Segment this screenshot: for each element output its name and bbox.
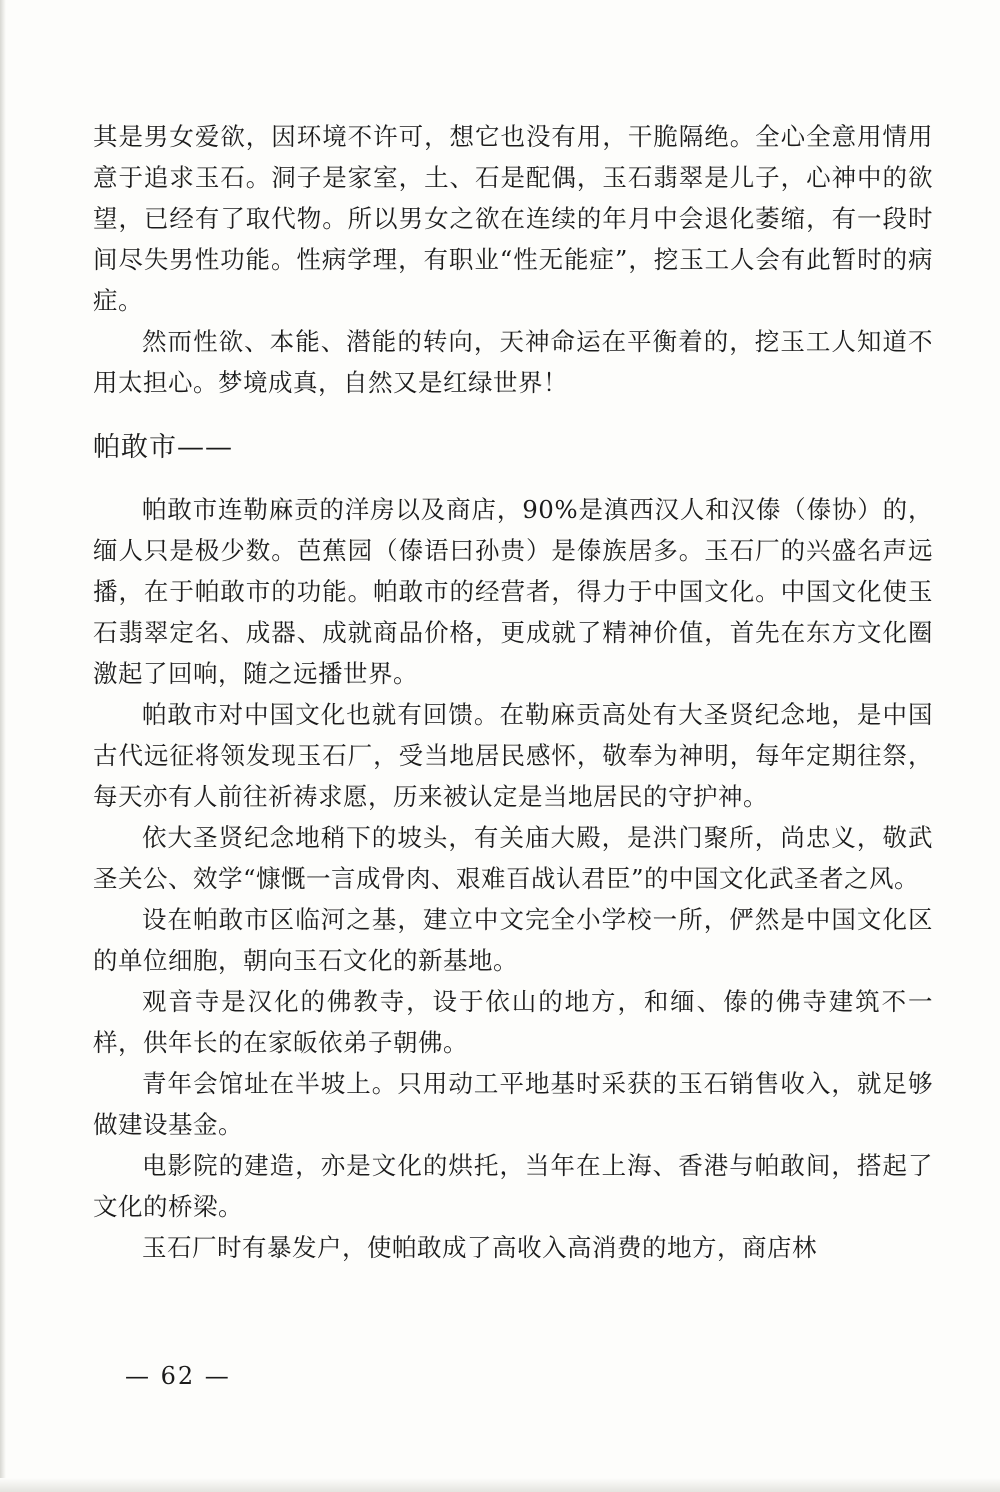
paragraph: 观音寺是汉化的佛教寺，设于依山的地方，和缅、傣的佛寺建筑不一样，供年长的在家皈依弟子朝佛。 — [93, 987, 933, 1057]
paragraph: 然而性欲、本能、潜能的转向，天神命运在平衡着的，挖玉工人知道不用太担心。梦境成真，自然又是红绿世界！ — [93, 327, 933, 397]
paragraph: 青年会馆址在半坡上。只用动工平地基时采获的玉石销售收入，就足够做建设基金。 — [93, 1069, 933, 1139]
page-number: — 62 — — [125, 1362, 231, 1390]
paragraph: 玉石厂时有暴发户，使帕敢成了高收入高消费的地方，商店林 — [142, 1233, 817, 1262]
paragraph: 帕敢市连勒麻贡的洋房以及商店，90%是滇西汉人和汉傣（傣协）的，缅人只是极少数。芭蕉园（傣语曰孙贵）是傣族居多。玉石厂的兴盛名声远播，在于帕敢市的功能。帕敢市的经营者，得力于中国文化。中国文化使玉石翡翠定名、成器、成就商品价格，更成就了精神价值，首先在东方文化圈激起了回响，随之远播世界。 — [93, 495, 933, 688]
paragraph: 其是男女爱欲，因环境不许可，想它也没有用，干脆隔绝。全心全意用情用意于追求玉石。洞子是家室，土、石是配偶，玉石翡翠是儿子，心神中的欲望，已经有了取代物。所以男女之欲在连续的年月中会退化萎缩，有一段时间尽失男性功能。性病学理，有职业“性无能症”，挖玉工人会有此暂时的病症。 — [93, 122, 933, 315]
top-text-block — [93, 116, 933, 403]
section-text-block — [93, 489, 933, 1268]
paragraph: 电影院的建造，亦是文化的烘托，当年在上海、香港与帕敢间，搭起了文化的桥梁。 — [93, 1151, 933, 1221]
paragraph: 帕敢市对中国文化也就有回馈。在勒麻贡高处有大圣贤纪念地，是中国古代远征将领发现玉石厂，受当地居民感怀，敬奉为神明，每年定期往祭，每天亦有人前往祈祷求愿，历来被认定是当地居民的守护神。 — [93, 700, 933, 811]
paragraph: 依大圣贤纪念地稍下的坡头，有关庙大殿，是洪门聚所，尚忠义，敬武圣关公、效学“慷慨一言成骨肉、艰难百战认君臣”的中国文化武圣者之风。 — [93, 823, 933, 893]
paragraph: 设在帕敢市区临河之基，建立中文完全小学校一所，俨然是中国文化区的单位细胞，朝向玉石文化的新基地。 — [93, 905, 933, 975]
page-bottom-shadow — [0, 1478, 1000, 1492]
section-heading: 帕敢市—— — [93, 432, 233, 463]
page-left-shadow — [0, 0, 6, 1492]
